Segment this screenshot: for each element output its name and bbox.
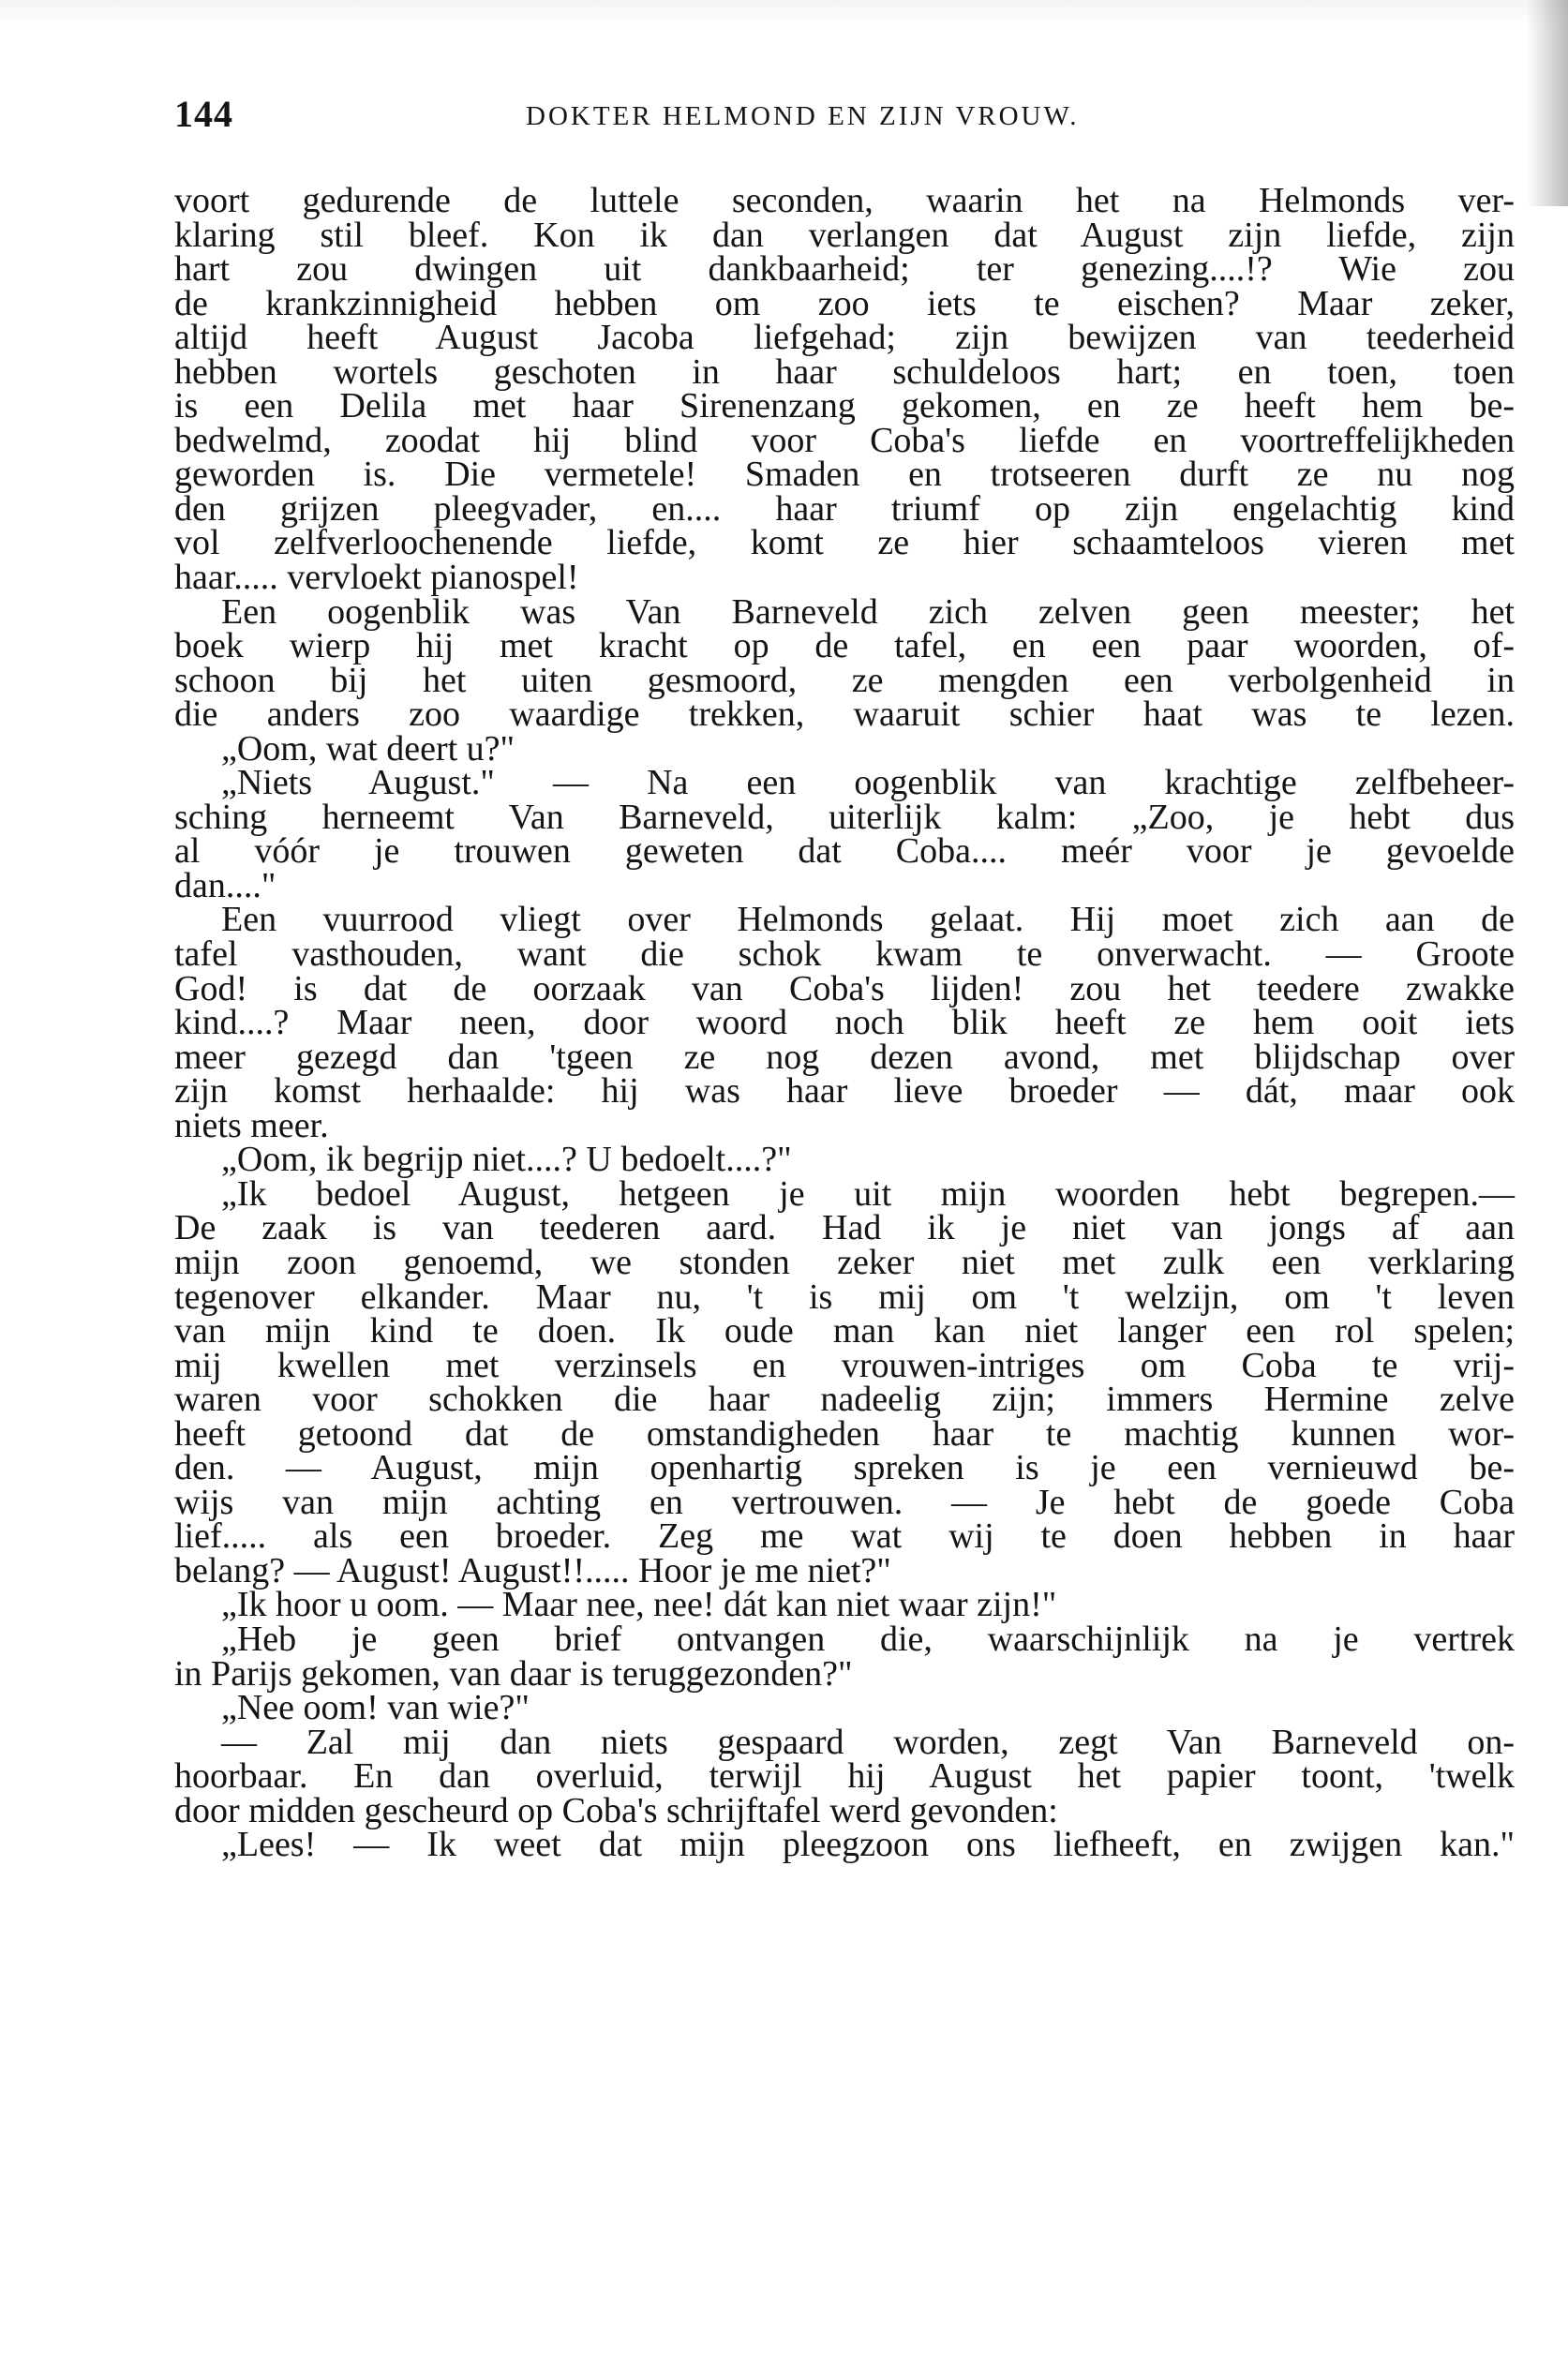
text-line: „Niets August." — Na een oogenblik van krachtige zelfbeheer- [221,763,1515,803]
text-line: den. — August, mijn openhartig spreken is je een vernieuwd be- [174,1448,1515,1488]
text-line: Een vuurrood vliegt over Helmonds gelaat. Hij moet zich aan de [221,900,1515,940]
text-line: mij kwellen met verzinsels en vrouwen-intriges om Coba te vrij- [174,1345,1515,1385]
page-header [174,92,1515,139]
text-line: haar..... vervloekt pianospel! [174,558,579,598]
text-line: vol zelfverloochenende liefde, komt ze hier schaamteloos vieren met [174,523,1515,563]
text-line: klaring stil bleef. Kon ik dan verlangen dat August zijn liefde, zijn [174,215,1515,255]
text-line: die anders zoo waardige trekken, waaruit schier haat was te lezen. [174,694,1515,735]
text-line: „Heb je geen brief ontvangen die, waarschijnlijk na je vertrek [221,1619,1515,1659]
text-line: den grijzen pleegvader, en.... haar triumf op zijn engelachtig kind [174,488,1515,529]
text-line: belang? — August! August!!..... Hoor je me niet?" [174,1550,891,1590]
text-line: God! is dat de oorzaak van Coba's lijden! zou het teedere zwakke [174,968,1515,1008]
text-line: door midden gescheurd op Coba's schrijftafel werd gevonden: [174,1790,1058,1830]
text-line: Een oogenblik was Van Barneveld zich zelven geen meester; het [221,591,1515,632]
text-line: hart zou dwingen uit dankbaarheid; ter genezing....!? Wie zou [174,249,1515,290]
text-line: bedwelmd, zoodat hij blind voor Coba's liefde en voortreffelijkheden [174,420,1515,460]
text-line: „Oom, ik begrijp niet....? U bedoelt....?" [221,1140,792,1180]
text-line: — Zal mij dan niets gespaard worden, zegt Van Barneveld on- [221,1722,1515,1762]
text-line: boek wierp hij met kracht op de tafel, en een paar woorden, of- [174,626,1515,666]
text-line: kind....? Maar neen, door woord noch blik heeft ze hem ooit iets [174,1003,1515,1043]
text-line: „Nee oom! van wie?" [221,1688,530,1728]
text-line: niets meer. [174,1105,329,1145]
page-number: 144 [174,93,233,135]
text-line: tafel vasthouden, want die schok kwam te onverwacht. — Groote [174,934,1515,975]
text-line: zijn komst herhaalde: hij was haar lieve broeder — dát, maar ook [174,1071,1515,1112]
text-line: meer gezegd dan 'tgeen ze nog dezen avond, met blijdschap over [174,1037,1515,1077]
text-line: schoon bij het uiten gesmoord, ze mengden een verbolgenheid in [174,660,1515,700]
text-line: geworden is. Die vermetele! Smaden en trotseeren durft ze nu nog [174,455,1515,495]
body-text [174,181,1515,1865]
text-line: altijd heeft August Jacoba liefgehad; zijn bewijzen van teederheid [174,318,1515,358]
text-line: „Lees! — Ik weet dat mijn pleegzoon ons liefheeft, en zwijgen kan." [221,1825,1515,1865]
text-line: tegenover elkander. Maar nu, 't is mij om 't welzijn, om 't leven [174,1277,1515,1317]
text-line: heeft getoond dat de omstandigheden haar te machtig kunnen wor- [174,1413,1515,1454]
text-line: wijs van mijn achting en vertrouwen. — Je hebt de goede Coba [174,1482,1515,1522]
text-line: waren voor schokken die haar nadeelig zijn; immers Hermine zelve [174,1380,1515,1420]
text-line: „Oom, wat deert u?" [221,728,515,769]
text-line: „Ik bedoel August, hetgeen je uit mijn woorden hebt begrepen.— [221,1173,1515,1214]
scan-shadow-edge [1527,0,1568,206]
text-line: „Ik hoor u oom. — Maar nee, nee! dát kan niet waar zijn!" [221,1585,1057,1625]
text-line: van mijn kind te doen. Ik oude man kan niet langer een rol spelen; [174,1311,1515,1351]
text-line: dan...." [174,865,276,905]
text-line: sching herneemt Van Barneveld, uiterlijk kalm: „Zoo, je hebt dus [174,797,1515,837]
scan-shadow-top [0,0,1568,28]
running-title: DOKTER HELMOND EN ZIJN VROUW. [526,101,1080,131]
text-line: in Parijs gekomen, van daar is teruggezonden?" [174,1653,853,1694]
text-line: De zaak is van teederen aard. Had ik je niet van jongs af aan [174,1208,1515,1248]
text-line: lief..... als een broeder. Zeg me wat wij te doen hebben in haar [174,1516,1515,1557]
text-line: de krankzinnigheid hebben om zoo iets te eischen? Maar zeker, [174,283,1515,323]
text-line: voort gedurende de luttele seconden, waarin het na Helmonds ver- [174,181,1515,220]
text-line: hebben wortels geschoten in haar schuldeloos hart; en toen, toen [174,351,1515,392]
text-line: is een Delila met haar Sirenenzang gekomen, en ze heeft hem be- [174,386,1515,426]
text-line: mijn zoon genoemd, we stonden zeker niet met zulk een verklaring [174,1242,1515,1282]
text-line: hoorbaar. En dan overluid, terwijl hij August het papier toont, 'twelk [174,1756,1515,1797]
text-line: al vóór je trouwen geweten dat Coba.... meér voor je gevoelde [174,831,1515,872]
